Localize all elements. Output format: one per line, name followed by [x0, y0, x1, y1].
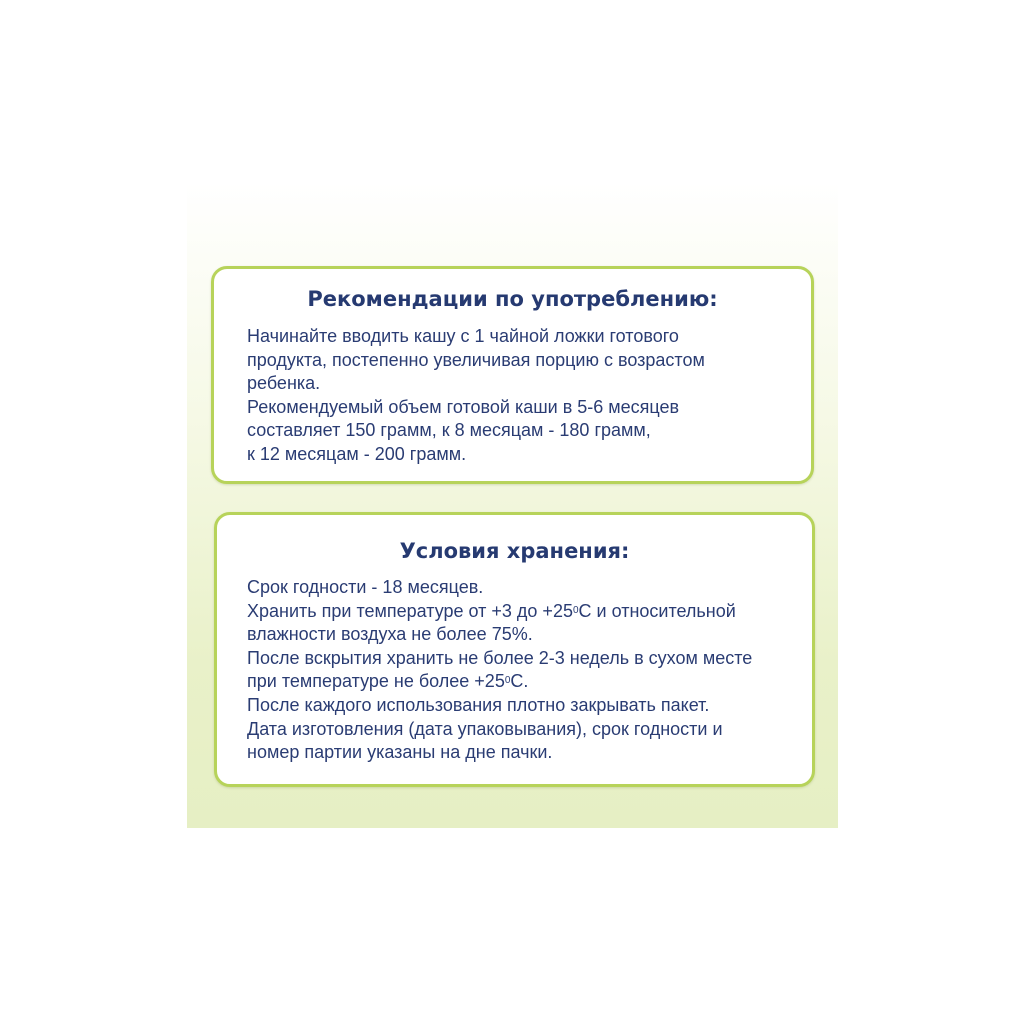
usage-line: Начинайте вводить кашу с 1 чайной ложки готового [247, 326, 679, 346]
usage-recommendations-title: Рекомендации по употреблению: [307, 287, 718, 311]
storage-temperature-text-end: С и относительной [578, 600, 736, 621]
storage-conditions-card [214, 512, 815, 787]
storage-conditions-title: Условия хранения: [399, 539, 630, 563]
closing-package-line: После каждого использования плотно закрывать пакет. [247, 694, 710, 715]
usage-line: Рекомендуемый объем готовой каши в 5-6 месяцев [247, 396, 680, 417]
usage-line: составляет 150 грамм, к 8 месяцам - 180 грамм, [247, 420, 651, 441]
manufacture-date-line: Дата изготовления (дата упаковывания), срок годности и [247, 718, 723, 739]
after-opening-line: После вскрытия хранить не более 2-3 недель в сухом месте [247, 647, 753, 668]
after-opening-temperature-text: при температуре не более +25 [247, 671, 505, 692]
humidity-line: влажности воздуха не более 75%. [247, 624, 533, 645]
storage-temperature-text: Хранить при температуре от +3 до +25 [247, 600, 573, 621]
after-opening-temperature-line [247, 670, 752, 694]
usage-recommendations-card [211, 266, 814, 484]
usage-line: к 12 месяцам - 200 грамм. [247, 443, 467, 464]
after-opening-temperature-text-end: С. [510, 671, 529, 692]
batch-number-line: номер партии указаны на дне пачки. [247, 742, 553, 763]
usage-line: ребенка. [247, 373, 321, 394]
degree-mark: 0 [572, 604, 579, 616]
degree-mark: 0 [504, 675, 511, 687]
shelf-life-line: Срок годности - 18 месяцев. [247, 577, 484, 597]
usage-line: продукта, постепенно увеличивая порцию с возрастом [247, 349, 705, 370]
storage-temperature-line [247, 600, 752, 624]
usage-recommendations-text [247, 325, 705, 467]
storage-conditions-text [247, 576, 752, 765]
